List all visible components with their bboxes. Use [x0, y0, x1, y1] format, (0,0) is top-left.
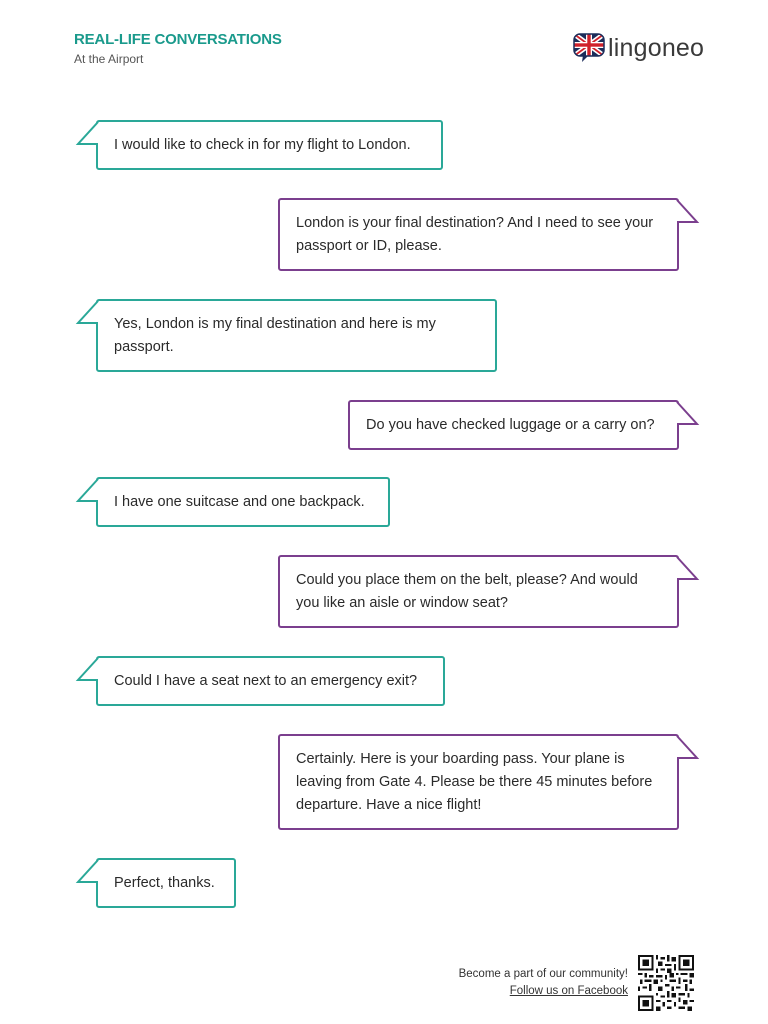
community-text: Become a part of our community! [458, 968, 628, 980]
message-text: Certainly. Here is your boarding pass. Your plane is leaving from Gate 4. Please be there 45 minutes before departure. Have a nice flight! [296, 750, 653, 813]
message-text: Yes, London is my final destination and here is my passport. [114, 315, 436, 355]
lingoneo-logo[interactable] [573, 33, 704, 63]
facebook-link[interactable]: Follow us on Facebook [509, 985, 628, 997]
uk-flag-icon [573, 33, 605, 63]
message-text: Do you have checked luggage or a carry on? [366, 416, 655, 433]
message-bubble-customer [96, 656, 445, 706]
message-bubble-agent [278, 198, 679, 271]
message-bubble-agent [348, 400, 679, 450]
message-text: I would like to check in for my flight to London. [114, 136, 411, 153]
header-subtitle: At the Airport [74, 52, 144, 66]
message-bubble-customer [96, 299, 497, 372]
qr-code-icon[interactable] [638, 955, 694, 1011]
message-bubble-agent [278, 734, 679, 830]
footer [459, 966, 628, 1000]
message-bubble-customer [96, 858, 236, 908]
message-text: Could I have a seat next to an emergency exit? [114, 672, 418, 689]
message-text: Perfect, thanks. [114, 874, 215, 891]
message-bubble-customer [96, 477, 390, 527]
message-bubble-customer [96, 120, 443, 170]
header-title: REAL-LIFE CONVERSATIONS [74, 31, 282, 48]
message-text: Could you place them on the belt, please? And would you like an aisle or window seat? [296, 571, 638, 611]
message-bubble-agent [278, 555, 679, 628]
message-text: London is your final destination? And I need to see your passport or ID, please. [296, 214, 654, 254]
logo-text: lingoneo [608, 33, 705, 62]
message-text: I have one suitcase and one backpack. [114, 493, 365, 510]
